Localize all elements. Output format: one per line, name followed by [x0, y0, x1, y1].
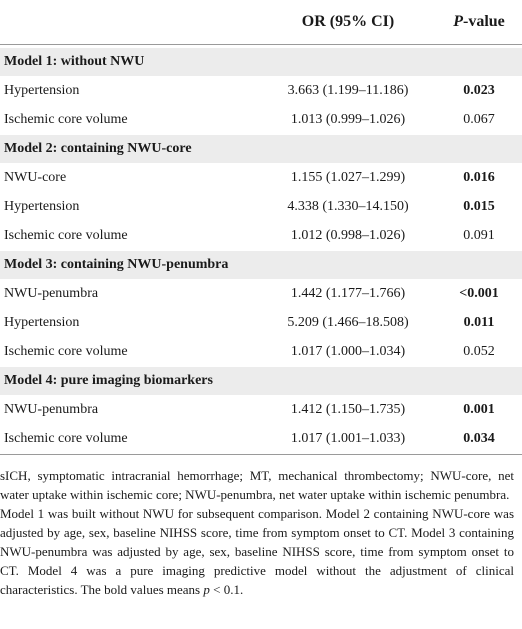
row-p-value: 0.052 — [463, 344, 495, 359]
row-variable: Hypertension — [4, 83, 80, 98]
row-p-value: 0.015 — [463, 199, 495, 214]
row-variable: Ischemic core volume — [4, 344, 128, 359]
row-or-ci: 5.209 (1.466–18.508) — [287, 315, 409, 330]
table-row — [0, 309, 522, 337]
table-row — [0, 425, 522, 453]
row-p-value: 0.011 — [463, 315, 495, 330]
section-row — [0, 367, 522, 395]
section-row — [0, 48, 522, 76]
row-or-ci: 1.155 (1.027–1.299) — [290, 170, 406, 185]
row-p-value: 0.001 — [463, 402, 495, 417]
section-row — [0, 251, 522, 279]
notes-p-symbol: p — [203, 582, 210, 597]
table-row — [0, 338, 522, 366]
notes-p-threshold: < 0.1. — [209, 582, 244, 597]
row-or-ci: 1.442 (1.177–1.766) — [290, 286, 406, 301]
row-p-value: 0.034 — [463, 431, 495, 446]
bottom-rule — [0, 454, 522, 455]
table-row — [0, 106, 522, 134]
table-row — [0, 222, 522, 250]
section-label: Model 4: pure imaging biomarkers — [4, 373, 213, 388]
table-notes — [0, 466, 514, 599]
row-p-value: 0.091 — [463, 228, 495, 243]
row-or-ci: 1.412 (1.150–1.735) — [290, 402, 406, 417]
row-variable: Ischemic core volume — [4, 431, 128, 446]
section-label: Model 1: without NWU — [4, 54, 145, 69]
row-or-ci: 1.017 (1.000–1.034) — [290, 344, 406, 359]
header-p-value — [436, 0, 522, 44]
table-row — [0, 77, 522, 105]
header-or: OR (95% CI) — [301, 13, 395, 30]
row-p-value: 0.023 — [463, 83, 495, 98]
row-or-ci: 4.338 (1.330–14.150) — [287, 199, 409, 214]
row-or-ci: 3.663 (1.199–11.186) — [287, 83, 409, 98]
row-variable: Ischemic core volume — [4, 228, 128, 243]
notes-abbreviations: sICH, symptomatic intracranial hemorrhage; MT, mechanical thrombectomy; NWU-core, net water uptake within ischemic core; NWU-penumbra, net water uptake within ischemic penumbra. — [0, 468, 514, 502]
row-variable: NWU-core — [4, 170, 67, 185]
header-p-rest: -value — [463, 13, 505, 30]
row-variable: Ischemic core volume — [4, 112, 128, 127]
row-variable: Hypertension — [4, 315, 80, 330]
row-or-ci: 1.017 (1.001–1.033) — [290, 431, 406, 446]
section-label: Model 3: containing NWU-penumbra — [4, 257, 229, 272]
row-p-value: 0.016 — [463, 170, 495, 185]
header-rule — [0, 44, 522, 45]
row-variable: NWU-penumbra — [4, 402, 99, 417]
row-p-value: 0.067 — [463, 112, 495, 127]
table-row — [0, 193, 522, 221]
row-variable: Hypertension — [4, 199, 80, 214]
table-row — [0, 396, 522, 424]
section-label: Model 2: containing NWU-core — [4, 141, 192, 156]
section-row — [0, 135, 522, 163]
row-p-value: <0.001 — [459, 286, 499, 301]
notes-description — [0, 504, 514, 599]
header-p-italic: P — [453, 13, 463, 30]
row-or-ci: 1.013 (0.999–1.026) — [290, 112, 406, 127]
row-or-ci: 1.012 (0.998–1.026) — [290, 228, 406, 243]
table-row — [0, 280, 522, 308]
notes-description-text: Model 1 was built without NWU for subsequent comparison. Model 2 containing NWU-core was adjusted by age, sex, baseline NIHSS score, time from symptom onset to CT. Model 3 containing NWU-penumbra was adjusted by age, sex, baseline NIHSS score, time from symptom onset to CT. Model 4 was a pure imaging predictive model without the adjustment of clinical characteristics. The bold values means — [0, 506, 514, 597]
table-header — [0, 0, 522, 44]
row-variable: NWU-penumbra — [4, 286, 99, 301]
table-row — [0, 164, 522, 192]
